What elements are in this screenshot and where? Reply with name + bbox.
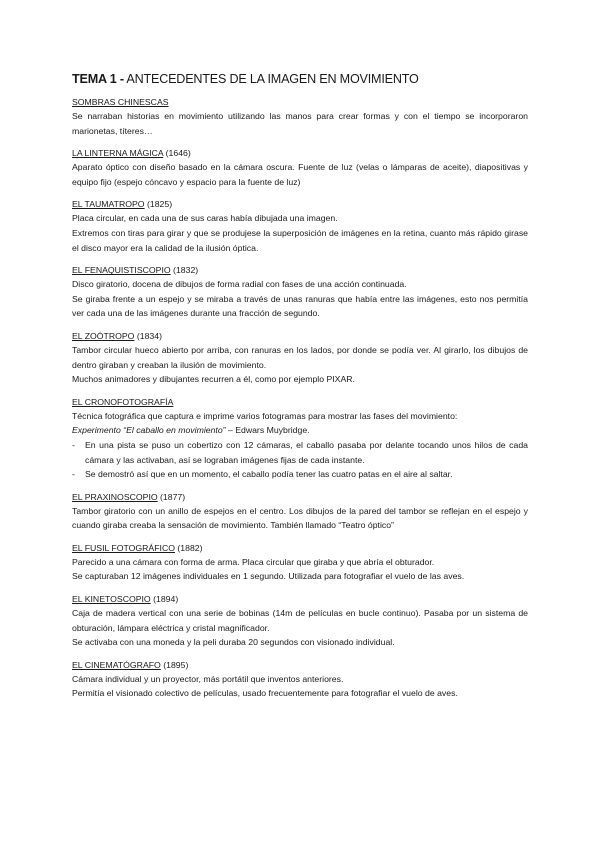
section-zootropo	[72, 329, 528, 387]
section-year: (1832)	[170, 265, 199, 276]
section-linterna-magica	[72, 146, 528, 189]
section-heading	[72, 197, 528, 211]
section-cronofotografia	[72, 395, 528, 482]
section-name: EL CINEMATÓGRAFO	[72, 659, 161, 670]
section-year: (1834)	[134, 330, 162, 341]
section-text: Placa circular, en cada una de sus caras había dibujada una imagen.	[72, 213, 338, 224]
section-taumatropo	[72, 197, 528, 255]
section-name: EL TAUMATROPO	[72, 199, 145, 210]
list-item	[72, 467, 528, 482]
section-name: EL PRAXINOSCOPIO	[72, 491, 158, 502]
section-text: Tambor circular hueco abierto por arriba, con ranuras en los lados, por donde se podía ver. Al girarlo, los dibujos de dentro giraban y creaban la ilusión de movimiento.	[72, 344, 528, 370]
section-text: Cámara individual y un proyector, más portátil que inventos anteriores.	[72, 673, 344, 684]
section-name: EL ZOÓTROPO	[72, 330, 135, 341]
section-year: (1877)	[157, 491, 186, 502]
section-heading	[72, 541, 528, 555]
section-heading	[72, 95, 528, 109]
section-name: EL FENAQUISTISCOPIO	[72, 265, 171, 276]
section-text: Se narraban historias en movimiento utilizando las manos para crear formas y con el tiempo se incorporaron marionetas, títeres…	[72, 111, 528, 136]
bullet-dash: -	[72, 469, 75, 480]
list-item-text: Se demostró así que en un momento, el caballo podía tener las cuatro patas en el aire al saltar.	[85, 469, 453, 480]
section-year: (1882)	[174, 542, 203, 553]
title-rest: ANTECEDENTES DE LA IMAGEN EN MOVIMIENTO	[123, 72, 419, 86]
section-praxinoscopio	[72, 490, 528, 533]
section-sombras-chinescas	[72, 95, 528, 138]
section-heading	[72, 263, 528, 277]
document-page	[72, 72, 528, 709]
section-name: EL KINETOSCOPIO	[72, 594, 151, 605]
section-text: Extremos con tiras para girar y que se produjese la superposición de imágenes en la retina, cuanto más rápido girase el disco mayor era la calidad de la ilusión óptica.	[72, 227, 528, 253]
section-name: EL FUSIL FOTOGRÁFICO	[72, 542, 175, 553]
section-text: Caja de madera vertical con una serie de bobinas (14m de películas en bucle continuo). Pasaba por un sistema de obturación, lámpara eléctrica y cristal magnificador.	[72, 608, 528, 633]
section-fenaquistiscopio	[72, 263, 528, 321]
section-name: LA LINTERNA MÁGICA	[72, 148, 164, 159]
section-text: Técnica fotográfica que captura e imprime varios fotogramas para mostrar las fases del movimiento:	[72, 410, 458, 421]
section-fusil-fotografico	[72, 541, 528, 584]
section-heading	[72, 592, 528, 606]
section-year: (1646)	[163, 148, 191, 159]
list-item	[72, 438, 528, 467]
section-heading	[72, 146, 528, 160]
bullet-dash: -	[72, 439, 75, 450]
list-item-text: En una pista se puso un cobertizo con 12 cámaras, el caballo pasaba por delante tocando unos hilos de cada cámara y las activaban, así se lograban imágenes fijas de cada instante.	[85, 439, 528, 465]
section-cinematografo	[72, 658, 528, 701]
section-text: Se giraba frente a un espejo y se miraba a través de unas ranuras que había entre las imágenes, esto nos permitía ver cada una de las imágenes durante una fracción de segundo.	[72, 293, 528, 319]
section-heading	[72, 658, 528, 672]
section-text: Se capturaban 12 imágenes individuales en 1 segundo. Utilizada para fotografiar el vuelo de las aves.	[72, 571, 465, 582]
section-text: Muchos animadores y dibujantes recurren a él, como por ejemplo PIXAR.	[72, 374, 355, 385]
section-text: Tambor giratorio con un anillo de espejos en el centro. Los dibujos de la pared del tambor se reflejan en el espejo y cuando giraba creaba la sensación de movimiento. También llamado “Teatro óptico”	[72, 505, 528, 531]
section-heading	[72, 329, 528, 343]
section-name: EL CRONOFOTOGRAFÍA	[72, 396, 174, 407]
section-text: Disco giratorio, docena de dibujos de forma radial con fases de una acción continuada.	[72, 279, 407, 290]
experiment-author: – Edwars Muybridge.	[225, 425, 310, 436]
title-lead: TEMA 1 -	[72, 72, 124, 86]
section-kinetoscopio	[72, 592, 528, 650]
section-name: SOMBRAS CHINESCAS	[72, 97, 169, 107]
section-heading	[72, 395, 528, 409]
section-text: Parecido a una cámara con forma de arma. Placa circular que giraba y que abría el obturador.	[72, 556, 435, 567]
section-year: (1825)	[144, 199, 173, 210]
experiment-line	[72, 423, 528, 438]
experiment-title: Experimento “El caballo en movimiento”	[72, 425, 226, 436]
page-title	[72, 72, 528, 86]
section-heading	[72, 490, 528, 504]
section-text: Aparato óptico con diseño basado en la cámara oscura. Fuente de luz (velas o lámparas de aceite), diapositivas y equipo fijo (espejo cóncavo y espacio para la fuente de luz)	[72, 162, 528, 187]
section-year: (1895)	[160, 659, 189, 670]
section-text: Se activaba con una moneda y la peli duraba 20 segundos con visionado individual.	[72, 637, 395, 648]
section-text: Permitía el visionado colectivo de películas, usado frecuentemente para fotografiar el vuelo de aves.	[72, 688, 458, 699]
section-year: (1894)	[150, 594, 179, 605]
